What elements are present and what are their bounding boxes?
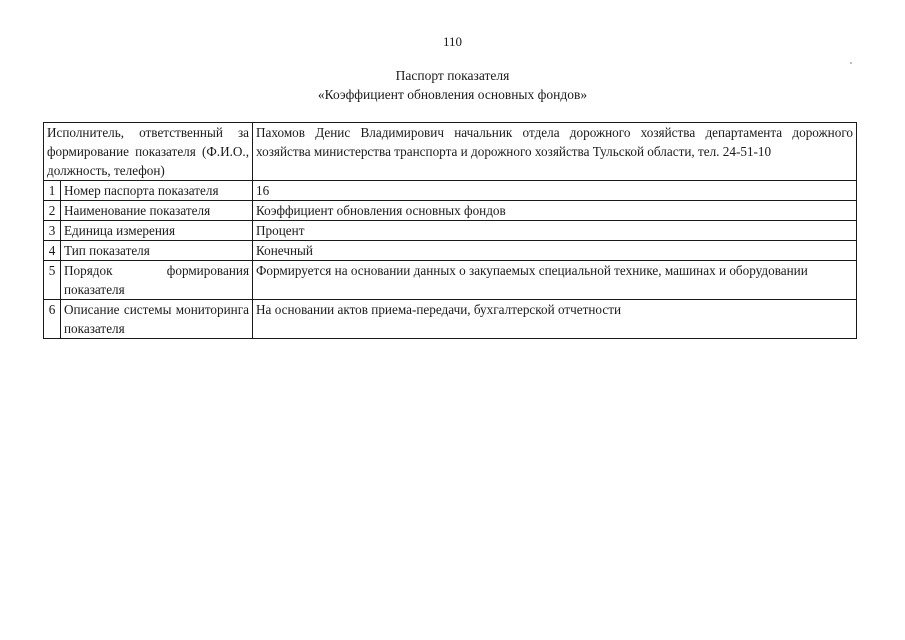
row-number: 6 bbox=[44, 300, 61, 339]
row-value: На основании актов приема-передачи, бухгалтерской отчетности bbox=[253, 300, 857, 339]
row-label: Наименование показателя bbox=[61, 201, 253, 221]
row-label: Порядок формирования показателя bbox=[61, 261, 253, 300]
row-number: 5 bbox=[44, 261, 61, 300]
title-line-2: «Коэффициент обновления основных фондов» bbox=[317, 87, 588, 102]
table-row bbox=[44, 201, 857, 221]
indicator-passport-table bbox=[43, 122, 857, 339]
row-value: 16 bbox=[253, 181, 857, 201]
row-label: Описание системы мониторинга показателя bbox=[61, 300, 253, 339]
table-row bbox=[44, 221, 857, 241]
row-number: 3 bbox=[44, 221, 61, 241]
page-number: 110 bbox=[442, 34, 463, 49]
row-label: Тип показателя bbox=[61, 241, 253, 261]
row-number: 2 bbox=[44, 201, 61, 221]
row-value: Конечный bbox=[253, 241, 857, 261]
row-value: Коэффициент обновления основных фондов bbox=[253, 201, 857, 221]
document-title bbox=[0, 66, 905, 104]
executor-label: Исполнитель, ответственный за формирование показателя (Ф.И.О., должность, телефон) bbox=[44, 123, 253, 181]
table-row bbox=[44, 181, 857, 201]
title-line-1: Паспорт показателя bbox=[395, 68, 510, 83]
row-label: Единица измерения bbox=[61, 221, 253, 241]
table-row bbox=[44, 300, 857, 339]
row-value: Формируется на основании данных о закупаемых специальной технике, машинах и оборудовании bbox=[253, 261, 857, 300]
row-value: Процент bbox=[253, 221, 857, 241]
row-number: 1 bbox=[44, 181, 61, 201]
table-row bbox=[44, 261, 857, 300]
row-label: Номер паспорта показателя bbox=[61, 181, 253, 201]
executor-value: Пахомов Денис Владимирович начальник отдела дорожного хозяйства департамента дорожного хозяйства министерства транспорта и дорожного хозяйства Тульской области, тел. 24-51-10 bbox=[253, 123, 857, 181]
table-row bbox=[44, 241, 857, 261]
scan-speck bbox=[850, 62, 852, 64]
row-number: 4 bbox=[44, 241, 61, 261]
table-row-executor bbox=[44, 123, 857, 181]
